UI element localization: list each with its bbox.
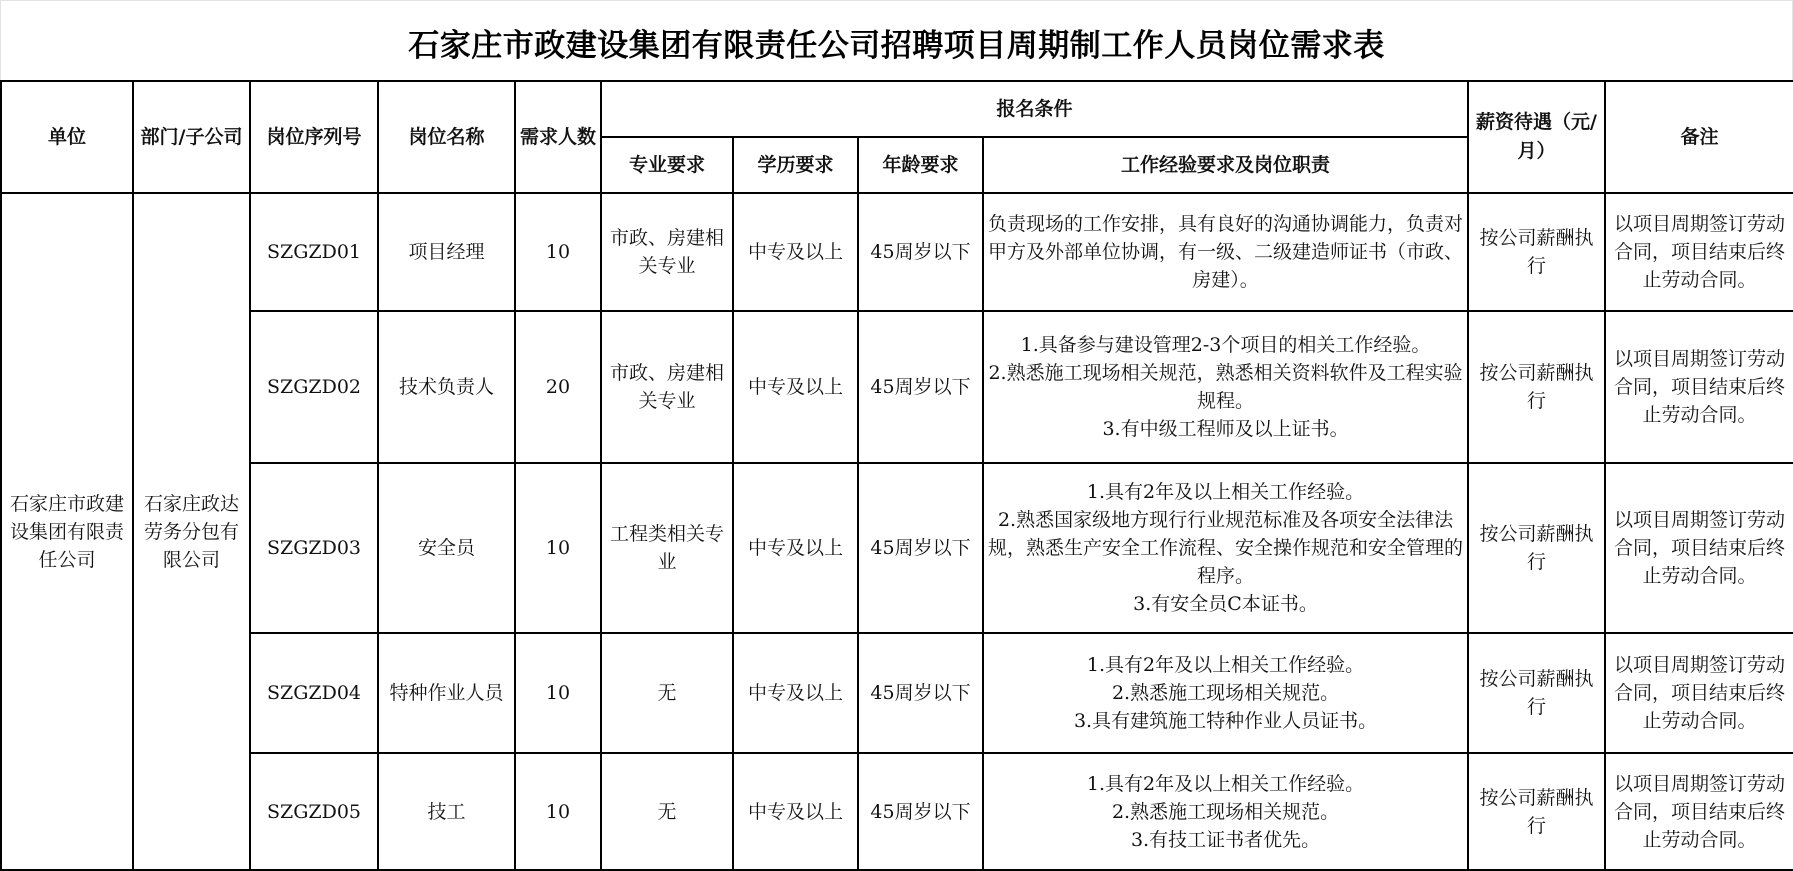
education-requirement: 中专及以上 <box>733 753 858 870</box>
remark-cell: 以项目周期签订劳动合同，项目结束后终止劳动合同。 <box>1605 193 1793 311</box>
headcount: 20 <box>515 311 601 463</box>
education-requirement: 中专及以上 <box>733 633 858 753</box>
duty-line: 3.有中级工程师及以上证书。 <box>1102 418 1349 440</box>
job-requirements-table <box>0 80 1793 871</box>
table-row <box>1 311 1793 463</box>
header-education: 学历要求 <box>733 137 858 193</box>
major-requirement: 无 <box>601 633 733 753</box>
duties-cell <box>983 311 1468 463</box>
header-experience: 工作经验要求及岗位职责 <box>983 137 1468 193</box>
salary-cell: 按公司薪酬执行 <box>1468 463 1605 633</box>
header-remarks: 备注 <box>1605 81 1793 193</box>
duties-cell <box>983 193 1468 311</box>
position-name: 技术负责人 <box>378 311 515 463</box>
salary-cell: 按公司薪酬执行 <box>1468 753 1605 870</box>
headcount: 10 <box>515 193 601 311</box>
duties-cell <box>983 463 1468 633</box>
major-requirement: 市政、房建相关专业 <box>601 193 733 311</box>
header-major: 专业要求 <box>601 137 733 193</box>
headcount: 10 <box>515 753 601 870</box>
header-unit: 单位 <box>1 81 133 193</box>
table-row <box>1 463 1793 633</box>
header-position-code: 岗位序列号 <box>250 81 378 193</box>
header-age: 年龄要求 <box>858 137 983 193</box>
age-requirement: 45周岁以下 <box>858 633 983 753</box>
headcount: 10 <box>515 463 601 633</box>
header-salary: 薪资待遇（元/月） <box>1468 81 1605 193</box>
salary-cell: 按公司薪酬执行 <box>1468 311 1605 463</box>
major-requirement: 工程类相关专业 <box>601 463 733 633</box>
duty-line: 1.具有2年及以上相关工作经验。 <box>1086 654 1365 676</box>
age-requirement: 45周岁以下 <box>858 193 983 311</box>
position-code: SZGZD05 <box>250 753 378 870</box>
position-name: 特种作业人员 <box>378 633 515 753</box>
unit-cell: 石家庄市政建设集团有限责任公司 <box>1 193 133 870</box>
education-requirement: 中专及以上 <box>733 193 858 311</box>
table-row <box>1 633 1793 753</box>
duty-line: 2.熟悉国家级地方现行行业规范标准及各项安全法律法规，熟悉生产安全工作流程、安全操作规范和安全管理的程序。 <box>988 509 1464 587</box>
position-code: SZGZD02 <box>250 311 378 463</box>
duty-line: 2.熟悉施工现场相关规范。 <box>1111 800 1340 823</box>
duty-line: 2.熟悉施工现场相关规范。 <box>1111 682 1340 704</box>
position-code: SZGZD03 <box>250 463 378 633</box>
title-area <box>0 0 1793 80</box>
position-code: SZGZD01 <box>250 193 378 311</box>
education-requirement: 中专及以上 <box>733 463 858 633</box>
table-row <box>1 753 1793 870</box>
duty-line: 2.熟悉施工现场相关规范，熟悉相关资料软件及工程实验规程。 <box>988 362 1463 412</box>
remark-cell: 以项目周期签订劳动合同，项目结束后终止劳动合同。 <box>1605 633 1793 753</box>
duty-line: 3.有技工证书者优先。 <box>1130 828 1321 851</box>
department-cell: 石家庄政达劳务分包有限公司 <box>133 193 250 870</box>
major-requirement: 市政、房建相关专业 <box>601 311 733 463</box>
duty-line: 3.有安全员C本证书。 <box>1133 593 1318 615</box>
age-requirement: 45周岁以下 <box>858 753 983 870</box>
education-requirement: 中专及以上 <box>733 311 858 463</box>
major-requirement: 无 <box>601 753 733 870</box>
remark-cell: 以项目周期签订劳动合同，项目结束后终止劳动合同。 <box>1605 311 1793 463</box>
header-department: 部门/子公司 <box>133 81 250 193</box>
salary-cell: 按公司薪酬执行 <box>1468 633 1605 753</box>
duty-line: 3.具有建筑施工特种作业人员证书。 <box>1073 710 1378 732</box>
table-row <box>1 193 1793 311</box>
remark-cell: 以项目周期签订劳动合同，项目结束后终止劳动合同。 <box>1605 463 1793 633</box>
duties-cell <box>983 633 1468 753</box>
duty-line: 1.具有2年及以上相关工作经验。 <box>1086 481 1365 503</box>
salary-cell: 按公司薪酬执行 <box>1468 193 1605 311</box>
header-conditions: 报名条件 <box>601 81 1468 137</box>
position-name: 技工 <box>378 753 515 870</box>
age-requirement: 45周岁以下 <box>858 463 983 633</box>
header-headcount: 需求人数 <box>515 81 601 193</box>
position-code: SZGZD04 <box>250 633 378 753</box>
age-requirement: 45周岁以下 <box>858 311 983 463</box>
header-position-name: 岗位名称 <box>378 81 515 193</box>
duty-line: 1.具备参与建设管理2-3个项目的相关工作经验。 <box>1020 334 1431 356</box>
remark-cell: 以项目周期签订劳动合同，项目结束后终止劳动合同。 <box>1605 753 1793 870</box>
position-name: 安全员 <box>378 463 515 633</box>
page-title: 石家庄市政建设集团有限责任公司招聘项目周期制工作人员岗位需求表 <box>408 28 1385 64</box>
position-name: 项目经理 <box>378 193 515 311</box>
headcount: 10 <box>515 633 601 753</box>
duties-cell <box>983 753 1468 870</box>
duty-line: 负责现场的工作安排，具有良好的沟通协调能力，负责对甲方及外部单位协调，有一级、二级建造师证书（市政、房建）。 <box>988 213 1464 291</box>
duty-line: 1.具有2年及以上相关工作经验。 <box>1086 772 1365 795</box>
